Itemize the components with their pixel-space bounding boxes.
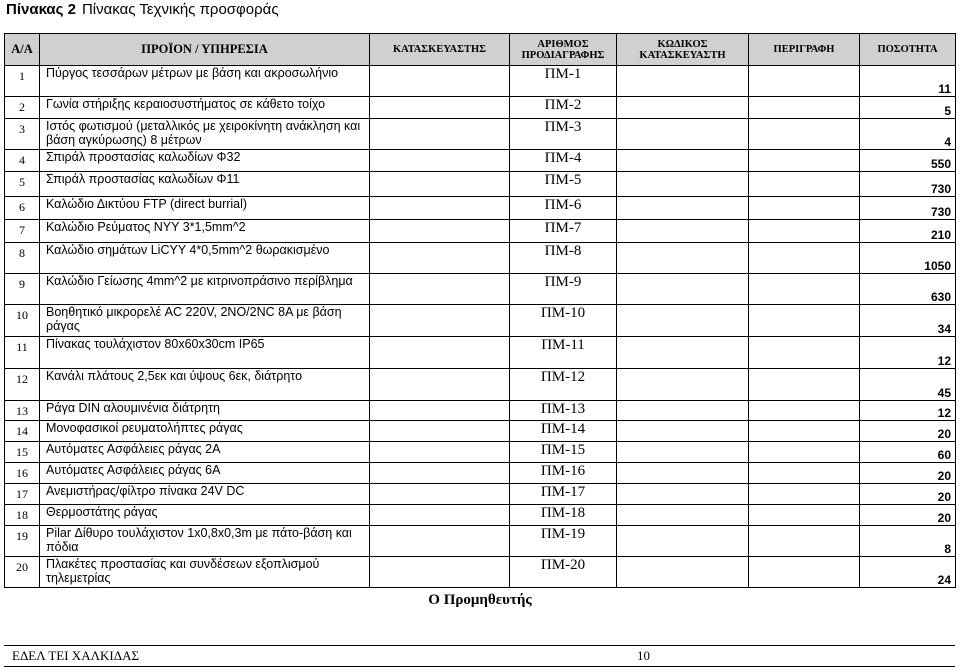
maker-code-cell — [617, 220, 749, 243]
table-number: Πίνακας 2 — [6, 1, 76, 18]
product-name — [40, 557, 370, 588]
maker-code-cell — [617, 243, 749, 274]
product-name-text: Σπιράλ προστασίας καλωδίων Φ11 — [46, 172, 240, 186]
quantity-text: 210 — [930, 228, 951, 242]
product-name — [40, 150, 370, 172]
maker-code-cell — [617, 369, 749, 401]
row-number-text: 2 — [19, 100, 25, 114]
spec-number — [510, 463, 617, 484]
description-cell — [749, 442, 860, 463]
maker-code-cell — [617, 197, 749, 220]
manufacturer-cell — [370, 337, 510, 369]
spec-number — [510, 401, 617, 421]
spec-number — [510, 274, 617, 305]
row-number-text: 5 — [19, 175, 25, 189]
quantity — [860, 442, 956, 463]
spec-number-text: ΠΜ-15 — [540, 442, 586, 458]
quantity-text: 20 — [937, 469, 951, 483]
manufacturer-cell — [370, 369, 510, 401]
maker-code-cell — [617, 97, 749, 119]
spec-number — [510, 150, 617, 172]
maker-code-cell — [617, 172, 749, 197]
manufacturer-cell — [370, 220, 510, 243]
product-name-text: Κανάλι πλάτους 2,5εκ και ύψους 6εκ, διάτρητο — [46, 369, 303, 383]
product-name-text: Θερμοστάτης ράγας — [46, 505, 158, 519]
manufacturer-cell — [370, 119, 510, 150]
spec-number-text: ΠΜ-3 — [544, 119, 582, 135]
description-cell — [749, 484, 860, 505]
row-number — [5, 197, 40, 220]
manufacturer-cell — [370, 484, 510, 505]
row-number — [5, 97, 40, 119]
product-name — [40, 305, 370, 337]
row-number-text: 19 — [16, 529, 28, 543]
row-number — [5, 172, 40, 197]
supplier-label: Ο Προμηθευτής — [428, 592, 532, 608]
spec-number-text: ΠΜ-14 — [540, 421, 586, 437]
maker-code-cell — [617, 421, 749, 442]
table-row — [5, 97, 956, 119]
description-cell — [749, 150, 860, 172]
spec-number — [510, 197, 617, 220]
product-name — [40, 526, 370, 557]
page-number: 10 — [637, 648, 650, 663]
spec-number-text: ΠΜ-6 — [544, 197, 582, 213]
description-cell — [749, 401, 860, 421]
spec-number-text: ΠΜ-7 — [544, 220, 582, 236]
manufacturer-cell — [370, 505, 510, 526]
table-row — [5, 442, 956, 463]
product-name-text: Ιστός φωτισμού (μεταλλικός με χειροκίνητη ανάκληση και βάση αγκύρωσης) 8 μέτρων — [46, 119, 361, 147]
description-cell — [749, 369, 860, 401]
manufacturer-cell — [370, 172, 510, 197]
quantity — [860, 305, 956, 337]
row-number — [5, 119, 40, 150]
maker-code-cell — [617, 463, 749, 484]
product-name-text: Πίνακας τουλάχιστον 80x60x30cm IP65 — [46, 337, 265, 351]
row-number — [5, 557, 40, 588]
product-name — [40, 442, 370, 463]
manufacturer-cell — [370, 526, 510, 557]
description-cell — [749, 337, 860, 369]
table-row — [5, 337, 956, 369]
manufacturer-cell — [370, 150, 510, 172]
maker-code-cell — [617, 337, 749, 369]
spec-number — [510, 369, 617, 401]
product-name — [40, 66, 370, 97]
row-number — [5, 505, 40, 526]
product-name — [40, 401, 370, 421]
quantity-text: 550 — [930, 157, 951, 171]
row-number-text: 15 — [16, 445, 28, 459]
table-row — [5, 150, 956, 172]
row-number-text: 4 — [19, 153, 25, 167]
table-row — [5, 305, 956, 337]
table-row — [5, 172, 956, 197]
product-name — [40, 172, 370, 197]
product-name-text: Αυτόματες Ασφάλειες ράγας 2A — [46, 442, 221, 456]
table-row — [5, 119, 956, 150]
quantity — [860, 97, 956, 119]
row-number — [5, 66, 40, 97]
description-cell — [749, 220, 860, 243]
product-name — [40, 505, 370, 526]
row-number-text: 6 — [19, 200, 25, 214]
spec-number-text: ΠΜ-18 — [540, 505, 586, 521]
quantity — [860, 220, 956, 243]
row-number-text: 18 — [16, 508, 28, 522]
spec-number-text: ΠΜ-4 — [544, 150, 582, 166]
quantity — [860, 526, 956, 557]
manufacturer-cell — [370, 243, 510, 274]
description-cell — [749, 305, 860, 337]
manufacturer-cell — [370, 557, 510, 588]
maker-code-cell — [617, 526, 749, 557]
product-name-text: Καλώδιο Γείωσης 4mm^2 με κιτρινοπράσινο περίβλημα — [46, 274, 353, 288]
quantity — [860, 243, 956, 274]
quantity — [860, 505, 956, 526]
spec-number — [510, 220, 617, 243]
spec-number — [510, 484, 617, 505]
quantity-text: 20 — [937, 427, 951, 441]
quantity — [860, 66, 956, 97]
row-number-text: 12 — [16, 372, 28, 386]
product-name — [40, 369, 370, 401]
row-number — [5, 369, 40, 401]
quantity — [860, 172, 956, 197]
quantity-text: 4 — [944, 135, 951, 149]
row-number — [5, 442, 40, 463]
quantity-text: 8 — [944, 542, 951, 556]
description-cell — [749, 463, 860, 484]
product-name — [40, 337, 370, 369]
maker-code-cell — [617, 274, 749, 305]
row-number-text: 8 — [19, 246, 25, 260]
maker-code-cell — [617, 305, 749, 337]
manufacturer-cell — [370, 97, 510, 119]
table-title — [6, 0, 279, 20]
quantity — [860, 337, 956, 369]
spec-number — [510, 337, 617, 369]
table-row — [5, 369, 956, 401]
table-row — [5, 505, 956, 526]
header-description: ΠΕΡΙΓΡΑΦΗ — [749, 34, 860, 66]
row-number — [5, 401, 40, 421]
table-row — [5, 220, 956, 243]
product-name-text: Πλακέτες προστασίας και συνδέσεων εξοπλισμού τηλεμετρίας — [46, 557, 320, 585]
row-number-text: 20 — [16, 560, 28, 574]
description-cell — [749, 197, 860, 220]
product-name — [40, 220, 370, 243]
product-name — [40, 421, 370, 442]
header-product: ΠΡΟΪΟΝ / ΥΠΗΡΕΣΙΑ — [40, 34, 370, 66]
table-subtitle: Πίνακας Τεχνικής προσφοράς — [81, 1, 279, 18]
quantity-text: 12 — [937, 354, 951, 368]
product-name-text: Καλώδιο σημάτων LiCYY 4*0,5mm^2 θωρακισμένο — [46, 243, 330, 257]
description-cell — [749, 243, 860, 274]
manufacturer-cell — [370, 305, 510, 337]
manufacturer-cell — [370, 421, 510, 442]
header-row — [5, 34, 956, 66]
quantity-text: 24 — [937, 573, 951, 587]
quantity — [860, 463, 956, 484]
spec-number-text: ΠΜ-8 — [544, 243, 582, 259]
product-name — [40, 119, 370, 150]
maker-code-cell — [617, 66, 749, 97]
spec-number-text: ΠΜ-2 — [544, 97, 582, 113]
product-name-text: Σπιράλ προστασίας καλωδίων Φ32 — [46, 150, 241, 164]
row-number — [5, 150, 40, 172]
table-row — [5, 197, 956, 220]
header-spec-number: ΑΡΙΘΜΟΣ ΠΡΟΔΙΑΓΡΑΦΗΣ — [510, 34, 617, 66]
quantity — [860, 369, 956, 401]
product-name-text: Βοηθητικό μικρορελέ AC 220V, 2NO/2NC 8A με βάση ράγας — [46, 305, 342, 333]
product-name — [40, 463, 370, 484]
spec-number-text: ΠΜ-11 — [541, 337, 585, 353]
quantity-text: 5 — [944, 104, 951, 118]
quantity — [860, 119, 956, 150]
product-name — [40, 484, 370, 505]
quantity — [860, 484, 956, 505]
manufacturer-cell — [370, 463, 510, 484]
table-row — [5, 557, 956, 588]
quantity-text: 12 — [937, 406, 951, 420]
description-cell — [749, 66, 860, 97]
row-number — [5, 305, 40, 337]
maker-code-cell — [617, 401, 749, 421]
quantity — [860, 421, 956, 442]
maker-code-cell — [617, 119, 749, 150]
header-manufacturer: ΚΑΤΑΣΚΕΥΑΣΤΗΣ — [370, 34, 510, 66]
spec-number — [510, 97, 617, 119]
row-number — [5, 421, 40, 442]
spec-number-text: ΠΜ-1 — [544, 66, 582, 82]
row-number — [5, 463, 40, 484]
quantity-text: 34 — [937, 322, 951, 336]
quantity-text: 730 — [930, 205, 951, 219]
spec-number-text: ΠΜ-19 — [540, 526, 586, 542]
manufacturer-cell — [370, 66, 510, 97]
product-name-text: Pilar Δίθυρο τουλάχιστον 1x0,8x0,3m με πάτο-βάση και πόδια — [46, 526, 352, 554]
spec-number-text: ΠΜ-5 — [544, 172, 582, 188]
spec-number-text: ΠΜ-12 — [540, 369, 586, 385]
spec-number — [510, 421, 617, 442]
row-number — [5, 220, 40, 243]
row-number-text: 10 — [16, 308, 28, 322]
spec-number — [510, 119, 617, 150]
manufacturer-cell — [370, 442, 510, 463]
table-row — [5, 243, 956, 274]
spec-number-text: ΠΜ-16 — [540, 463, 586, 479]
row-number-text: 14 — [16, 424, 28, 438]
product-name-text: Πύργος τεσσάρων μέτρων με βάση και ακροσωλήνιο — [46, 66, 339, 80]
maker-code-cell — [617, 442, 749, 463]
product-name-text: Μονοφασικοί ρευματολήπτες ράγας — [46, 421, 243, 435]
description-cell — [749, 557, 860, 588]
table-row — [5, 484, 956, 505]
manufacturer-cell — [370, 197, 510, 220]
manufacturer-cell — [370, 274, 510, 305]
quantity — [860, 557, 956, 588]
spec-number — [510, 442, 617, 463]
spec-number-text: ΠΜ-17 — [540, 484, 586, 500]
quantity-text: 45 — [937, 386, 951, 400]
table-row — [5, 401, 956, 421]
spec-number — [510, 66, 617, 97]
spec-number-text: ΠΜ-13 — [540, 401, 586, 417]
header-maker-code: ΚΩΔΙΚΟΣ ΚΑΤΑΣΚΕΥΑΣΤΗ — [617, 34, 749, 66]
product-name-text: Καλώδιο Δικτύου FTP (direct burrial) — [46, 197, 248, 211]
description-cell — [749, 505, 860, 526]
quantity-text: 630 — [930, 290, 951, 304]
row-number — [5, 337, 40, 369]
description-cell — [749, 97, 860, 119]
quantity-text: 60 — [937, 448, 951, 462]
page-footer — [4, 645, 955, 667]
spec-number-text: ΠΜ-10 — [540, 305, 586, 321]
product-name-text: Γωνία στήριξης κεραιοσυστήματος σε κάθετο τοίχο — [46, 97, 326, 111]
spec-number — [510, 305, 617, 337]
quantity — [860, 274, 956, 305]
row-number — [5, 274, 40, 305]
footer-org: ΕΔΕΛ ΤΕΙ ΧΑΛΚΙΔΑΣ — [12, 648, 140, 663]
product-name-text: Ανεμιστήρας/φίλτρο πίνακα 24V DC — [46, 484, 245, 498]
product-name — [40, 274, 370, 305]
maker-code-cell — [617, 484, 749, 505]
quantity — [860, 401, 956, 421]
description-cell — [749, 526, 860, 557]
row-number-text: 17 — [16, 487, 28, 501]
maker-code-cell — [617, 505, 749, 526]
table-row — [5, 463, 956, 484]
spec-number — [510, 243, 617, 274]
table-row — [5, 526, 956, 557]
spec-number — [510, 526, 617, 557]
spec-number-text: ΠΜ-20 — [540, 557, 586, 573]
description-cell — [749, 119, 860, 150]
spec-number — [510, 172, 617, 197]
quantity — [860, 197, 956, 220]
row-number — [5, 526, 40, 557]
table-row — [5, 66, 956, 97]
maker-code-cell — [617, 150, 749, 172]
description-cell — [749, 274, 860, 305]
row-number-text: 3 — [19, 122, 25, 136]
quantity-text: 20 — [937, 490, 951, 504]
product-name-text: Καλώδιο Ρεύματος NYY 3*1,5mm^2 — [46, 220, 246, 234]
spec-number-text: ΠΜ-9 — [544, 274, 582, 290]
header-aa: Α/Α — [5, 34, 40, 66]
row-number — [5, 243, 40, 274]
product-name-text: Αυτόματες Ασφάλειες ράγας 6A — [46, 463, 221, 477]
quantity-text: 1050 — [924, 259, 951, 273]
product-name — [40, 243, 370, 274]
product-name — [40, 97, 370, 119]
spec-number — [510, 557, 617, 588]
table-row — [5, 274, 956, 305]
header-quantity: ΠΟΣΟΤΗΤΑ — [860, 34, 956, 66]
description-cell — [749, 421, 860, 442]
description-cell — [749, 172, 860, 197]
row-number-text: 1 — [19, 69, 25, 83]
manufacturer-cell — [370, 401, 510, 421]
quantity-text: 20 — [937, 511, 951, 525]
spec-number — [510, 505, 617, 526]
row-number-text: 9 — [19, 277, 25, 291]
row-number-text: 7 — [19, 223, 25, 237]
technical-offer-table — [4, 33, 956, 588]
row-number-text: 13 — [16, 404, 28, 418]
quantity-text: 11 — [938, 82, 951, 96]
product-name-text: Ράγα DIN αλουμινένια διάτρητη — [46, 401, 220, 415]
row-number-text: 16 — [16, 466, 28, 480]
maker-code-cell — [617, 557, 749, 588]
table-row — [5, 421, 956, 442]
row-number — [5, 484, 40, 505]
quantity-text: 730 — [930, 182, 951, 196]
product-name — [40, 197, 370, 220]
quantity — [860, 150, 956, 172]
row-number-text: 11 — [16, 340, 28, 354]
